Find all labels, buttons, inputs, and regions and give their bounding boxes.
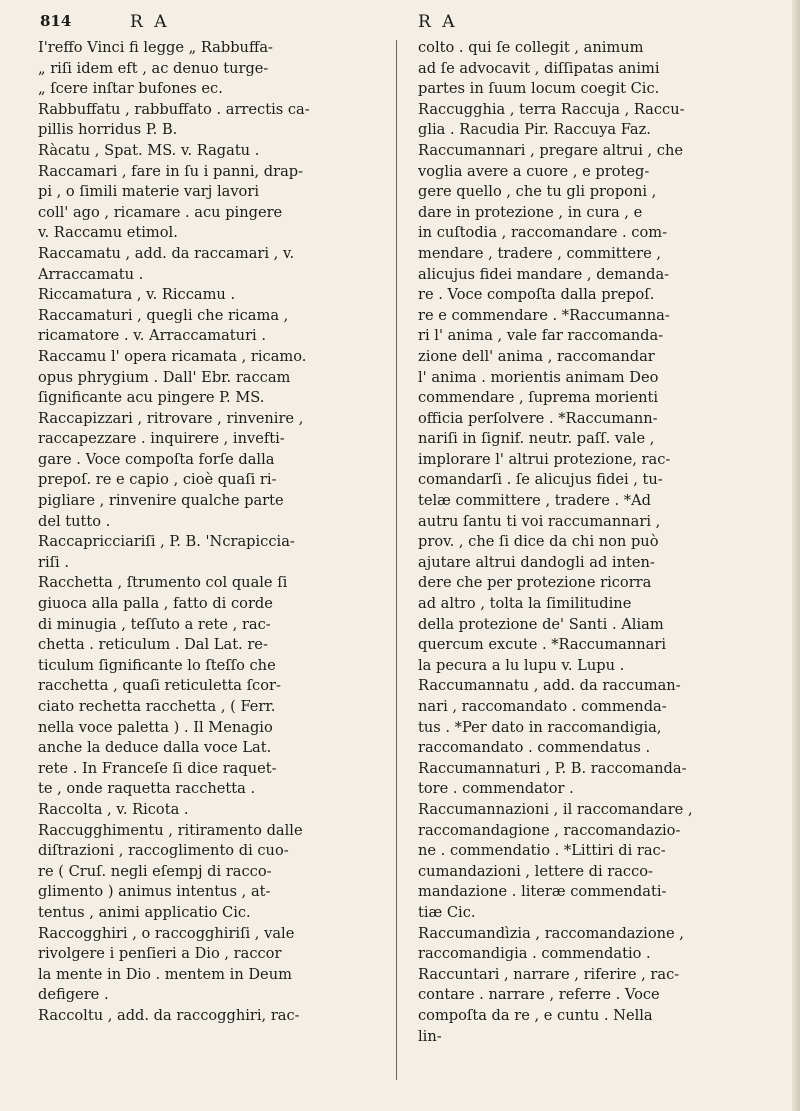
page-number: 814 — [40, 12, 72, 30]
text-line: la mente in Dio . mentem in Deum — [38, 965, 292, 983]
text-line: nella voce paletta ) . Il Menagio — [38, 718, 273, 736]
text-line: prepoſ. re e capio , cioè quaſi ri- — [38, 471, 277, 489]
text-line: tentus , animi applicatio Cic. — [38, 903, 251, 921]
text-line: te , onde raquetta racchetta . — [38, 780, 256, 798]
text-line: riſi . — [38, 553, 69, 571]
text-line: quercum excute . *Raccumannari — [418, 636, 667, 654]
running-head-right: R A — [418, 12, 458, 32]
text-line: rivolgere i penſieri a Dio , raccor — [38, 945, 282, 963]
text-line: del tutto . — [38, 512, 111, 530]
text-line: Raccumandìzia , raccomandazione , — [418, 924, 684, 942]
text-line: Raccugghimentu , ritiramento dalle — [38, 821, 303, 839]
text-line: ricamatore . v. Arraccamaturi . — [38, 327, 266, 345]
text-line: defigere . — [38, 986, 109, 1004]
left-column — [38, 38, 383, 1027]
text-line: glia . Racudia Pir. Raccuya Faz. — [418, 121, 651, 139]
text-line: Ràcatu , Spat. MS. v. Ragatu . — [38, 141, 260, 159]
text-line: della protezione de' Santi . Aliam — [418, 615, 664, 633]
text-line: gare . Voce compoſta forſe dalla — [38, 450, 275, 468]
text-line: chetta . reticulum . Dal Lat. re- — [38, 636, 268, 654]
text-line: v. Raccamu etimol. — [38, 224, 178, 242]
text-line: colto . qui ſe collegit , animum — [418, 39, 644, 56]
text-line: giuoca alla palla , fatto di corde — [38, 595, 273, 613]
text-line: Raccapizzari , ritrovare , rinvenire , — [38, 409, 304, 427]
text-line: l' anima . morientis animam Deo — [418, 368, 659, 386]
text-line: pigliare , rinvenire qualche parte — [38, 492, 284, 510]
text-line: ad altro , tolta la ſimilitudine — [418, 595, 632, 613]
text-line: raccapezzare . inquirere , invefti- — [38, 430, 285, 448]
text-line: dere che per protezione ricorra — [418, 574, 652, 592]
text-line: tore . commendator . — [418, 780, 574, 798]
text-line: ajutare altrui dandogli ad inten- — [418, 553, 655, 571]
text-line: ticulum ſignificante lo ſteſſo che — [38, 656, 276, 674]
text-line: autru ſantu ti voi raccumannari , — [418, 512, 661, 530]
text-line: cumandazioni , lettere di racco- — [418, 862, 653, 880]
text-line: comandarſi . ſe alicujus fidei , tu- — [418, 471, 663, 489]
text-line: la pecura a lu lupu v. Lupu . — [418, 656, 625, 674]
text-line: officia perſolvere . *Raccumann- — [418, 409, 658, 427]
text-line: Raccumannatu , add. da raccuman- — [418, 677, 681, 695]
text-line: implorare l' altrui protezione, rac- — [418, 450, 671, 468]
text-line: Rabbuffatu , rabbuffato . arrectis ca- — [38, 100, 310, 118]
page-edge — [792, 0, 800, 1111]
text-line: Raccuntari , narrare , riferire , rac- — [418, 965, 680, 983]
text-line: anche la deduce dalla voce Lat. — [38, 739, 272, 757]
page-header — [40, 12, 780, 36]
text-line: lin- — [418, 1027, 442, 1045]
text-line: contare . narrare , referre . Voce — [418, 986, 660, 1004]
text-line: opus phrygium . Dall' Ebr. raccam — [38, 368, 291, 386]
text-line: gere quello , che tu gli proponi , — [418, 183, 657, 201]
text-line: prov. , che ſi dice da chi non può — [418, 533, 659, 551]
text-line: mandazione . literæ commendati- — [418, 883, 667, 901]
text-line: nariſi in ſignif. neutr. paſſ. vale , — [418, 430, 655, 448]
text-line: re . Voce compoſta dalla prepoſ. — [418, 286, 655, 304]
text-line: alicujus fidei mandare , demanda- — [418, 265, 670, 283]
text-line: voglia avere a cuore , e proteg- — [418, 162, 650, 180]
text-line: raccomandato . commendatus . — [418, 739, 651, 757]
text-line: Raccamari , fare in ſu i panni, drap- — [38, 162, 304, 180]
text-line: Raccoltu , add. da raccogghiri, rac- — [38, 1006, 300, 1024]
column-divider — [396, 40, 397, 1080]
text-line: nari , raccomandato . commenda- — [418, 698, 667, 715]
text-line: tus . *Per dato in raccomandigia, — [418, 718, 662, 736]
text-line: Racchetta , ſtrumento col quale ſi — [38, 574, 288, 592]
text-line: Raccogghiri , o raccogghiriſi , vale — [38, 924, 295, 942]
right-column — [418, 38, 763, 1047]
text-line: ad ſe advocavit , diſſipatas animi — [418, 59, 660, 77]
text-line: ſignificante acu pingere P. MS. — [38, 389, 265, 407]
text-line: raccomandagione , raccomandazio- — [418, 821, 681, 839]
text-line: raccomandigia . commendatio . — [418, 945, 651, 963]
text-line: coll' ago , ricamare . acu pingere — [38, 203, 283, 221]
text-line: re e commendare . *Raccumanna- — [418, 306, 670, 324]
text-line: Raccumannaturi , P. B. raccomanda- — [418, 759, 687, 777]
text-line: Raccolta , v. Ricota . — [38, 800, 189, 818]
text-line: diſtrazioni , raccoglimento di cuo- — [38, 842, 289, 860]
text-line: pi , o ſimili materie varj lavori — [38, 183, 259, 201]
text-line: glimento ) animus intentus , at- — [38, 883, 271, 901]
text-line: Raccugghia , terra Raccuja , Raccu- — [418, 100, 685, 118]
text-line: re ( Cruſ. negli eſempj di racco- — [38, 862, 272, 880]
text-line: I'reffo Vinci fi legge „ Rabbuffa- — [38, 39, 273, 56]
text-line: Arraccamatu . — [38, 265, 144, 283]
text-line: racchetta , quaſi reticuletta ſcor- — [38, 677, 281, 695]
text-line: ri l' anima , vale far raccomanda- — [418, 327, 664, 345]
text-line: ne . commendatio . *Littiri di rac- — [418, 842, 666, 860]
text-line: zione dell' anima , raccomandar — [418, 347, 655, 365]
text-line: mendare , tradere , committere , — [418, 244, 662, 262]
text-line: rete . In Franceſe ſi dice raquet- — [38, 759, 277, 777]
text-line: ciato rechetta racchetta , ( Ferr. — [38, 698, 276, 715]
text-line: Raccamaturi , quegli che ricama , — [38, 306, 289, 324]
text-line: Raccamatu , add. da raccamari , v. — [38, 244, 295, 262]
text-line: „ ſcere inſtar bufones ec. — [38, 80, 223, 98]
text-line: commendare , ſuprema morienti — [418, 389, 659, 407]
text-line: Riccamatura , v. Riccamu . — [38, 286, 236, 304]
text-line: compoſta da re , e cuntu . Nella — [418, 1006, 653, 1024]
text-line: di minugia , teſſuto a rete , rac- — [38, 615, 271, 633]
text-line: Raccamu l' opera ricamata , ricamo. — [38, 347, 307, 365]
text-line: pillis horridus P. B. — [38, 121, 178, 139]
running-head-left: R A — [130, 12, 170, 32]
text-line: Raccapricciariſi , P. B. 'Ncrapiccia- — [38, 533, 295, 551]
text-line: partes in ſuum locum coegit Cic. — [418, 80, 660, 98]
text-line: in cuſtodia , raccomandare . com- — [418, 224, 668, 242]
text-line: Raccumannari , pregare altrui , che — [418, 141, 684, 159]
text-line: Raccumannazioni , il raccomandare , — [418, 800, 693, 818]
text-line: tiæ Cic. — [418, 903, 476, 921]
text-line: telæ committere , tradere . *Ad — [418, 492, 651, 510]
text-line: „ riſi idem eft , ac denuo turge- — [38, 59, 269, 77]
text-line: dare in protezione , in cura , e — [418, 203, 643, 221]
